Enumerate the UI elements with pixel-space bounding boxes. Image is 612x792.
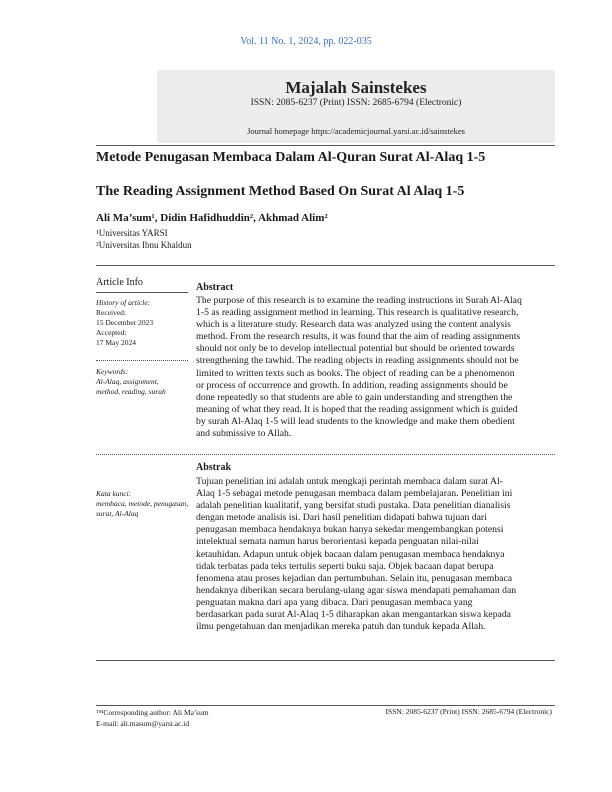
abstract-line: strengthening the tawhid. The reading objects in reading assignments should not be	[196, 355, 519, 367]
history-received-date: 15 December 2023	[96, 318, 154, 327]
abstrak-line: tidak terbatas pada teks tertulis seperti buku saja. Objek bacaan dapat berupa	[196, 560, 494, 572]
abstract-divider	[96, 454, 555, 455]
abstract-english	[196, 295, 544, 440]
volume-info: Vol. 11 No. 1, 2024, pp. 022-035	[240, 36, 372, 47]
abstract-heading: Abstract	[196, 282, 234, 293]
abstrak-line: Tujuan penelitian ini adalah untuk mengkaji perintah membaca dalam surat Al-	[196, 476, 503, 487]
journal-homepage: Journal homepage https://academicjournal.yarsi.ac.id/sainstekes	[247, 126, 465, 136]
abstrak-heading: Abstrak	[196, 462, 232, 473]
abstrak-line: penugasan membaca hendaknya bukan hanya sekedar mengembangkan potensi	[196, 524, 504, 536]
abstrak-line: ketauhidan. Adapun untuk objek bacaan dalam penugasan membaca hendaknya	[196, 548, 505, 560]
body-end-rule	[96, 660, 555, 661]
abstract-line: which is a literature study. Research data was analyzed using the content analysis	[196, 319, 511, 331]
abstract-indonesian	[196, 476, 544, 633]
article-title-indonesian: Metode Penugasan Membaca Dalam Al-Quran Surat Al-Alaq 1-5	[96, 150, 486, 165]
kata-kunci-block	[96, 489, 194, 519]
article-title-english: The Reading Assignment Method Based On Surat Al Alaq 1-5	[96, 184, 465, 199]
abstract-line: done repeatedly so that students are able to gain understanding and strengthen the	[196, 391, 513, 403]
abstract-line: should not only be to develop intellectual potential but should be oriented towards	[196, 343, 515, 355]
footer-rule	[96, 705, 555, 706]
abstract-line: limited to written texts such as books. The object of reading can be a phenomenon	[196, 367, 515, 379]
authors-rule	[96, 265, 555, 266]
abstract-line: The purpose of this research is to examine the reading instructions in Surah Al-Alaq	[196, 295, 522, 306]
abstract-line: meaning of what they read. It is hoped that the reading assignment which is guided	[196, 403, 518, 415]
abstrak-line: fenomena atau proses kejadian dan pertumbuhan. Selain itu, penugasan membaca	[196, 572, 513, 584]
header-rule	[96, 145, 555, 146]
history-block	[96, 298, 194, 348]
affiliation-1: ¹Universitas YARSI	[96, 228, 168, 238]
abstract-line: method. From the research results, it was found that the aim of reading assignments	[196, 331, 521, 343]
keywords-line-1: Al-Alaq, assignment,	[96, 377, 159, 386]
abstract-line: by surah Al-Alaq 1-5 will lead students to the knowledge and make them obedient	[196, 415, 515, 427]
abstract-line: and submissive to Allah.	[196, 428, 292, 440]
article-info-heading: Article Info	[96, 277, 143, 288]
abstrak-line: ilmu pengetahuan dan menjadikan mereka patuh dan tunduk kepada Allah.	[196, 621, 486, 633]
keywords-block	[96, 367, 194, 397]
keywords-label: Keywords:	[96, 367, 129, 376]
footer-issn: ISSN: 2085-6237 (Print) ISSN: 2685-6794 (Electronic)	[385, 707, 552, 716]
abstrak-line: intelektual semata namun harus berorientasi kepada penguatan nilai-nilai	[196, 536, 479, 548]
kata-kunci-line-1: membaca, metode, penugasan,	[96, 499, 189, 508]
abstrak-line: berdasarkan pada surat Al-Alaq 1-5 diharapkan akan mengantarkan siswa kepada	[196, 609, 511, 621]
history-divider	[96, 360, 188, 361]
abstrak-line: adalah penelitian kualitatif, yang bersifat studi pustaka. Data penelitian dianalisis	[196, 500, 511, 512]
abstrak-line: dengan metode analisis isi. Dari hasil penelitian didapati bahwa tujuan dari	[196, 512, 487, 524]
kata-kunci-label: Kata kunci:	[96, 489, 132, 498]
author-email: E-mail: ali.masum@yarsi.ac.id	[96, 719, 190, 728]
abstrak-line: hendaknya diberikan secara berulang-ulang agar siswa mendapati pemahaman dan	[196, 584, 517, 596]
abstract-line: or process of occurrence and growth. In addition, reading assignments should be	[196, 379, 508, 391]
corresponding-author: ™Corresponding author: Ali Ma’sum	[96, 708, 209, 717]
affiliation-2: ²Universitas Ibnu Khaldun	[96, 240, 192, 250]
journal-header-box	[157, 70, 555, 143]
journal-issn: ISSN: 2085-6237 (Print) ISSN: 2685-6794 (Electronic)	[250, 98, 462, 108]
abstrak-line: penguatan makna dari apa yang dibaca. Dari penugasan membaca yang	[196, 596, 473, 608]
abstract-line: 1-5 as reading assignment method in learning. This research is qualitative research,	[196, 307, 519, 319]
journal-name: Majalah Sainstekes	[285, 78, 427, 97]
article-info-rule	[96, 292, 188, 293]
history-received-label: Received:	[96, 308, 126, 317]
footer-author-block	[96, 707, 209, 729]
kata-kunci-line-2: surat, Al-Alaq	[96, 509, 139, 518]
history-accepted-date: 17 May 2024	[96, 338, 136, 347]
abstrak-line: Alaq 1-5 sebagai metode penugasan membaca dalam pembelajaran. Penelitian ini	[196, 488, 513, 500]
keywords-line-2: method, reading, surah	[96, 387, 166, 396]
history-accepted-label: Accepted:	[96, 328, 127, 337]
author-list: Ali Ma’sum¹, Didin Hafidhuddin², Akhmad Alim²	[96, 212, 328, 224]
history-label: History of article:	[96, 298, 151, 307]
